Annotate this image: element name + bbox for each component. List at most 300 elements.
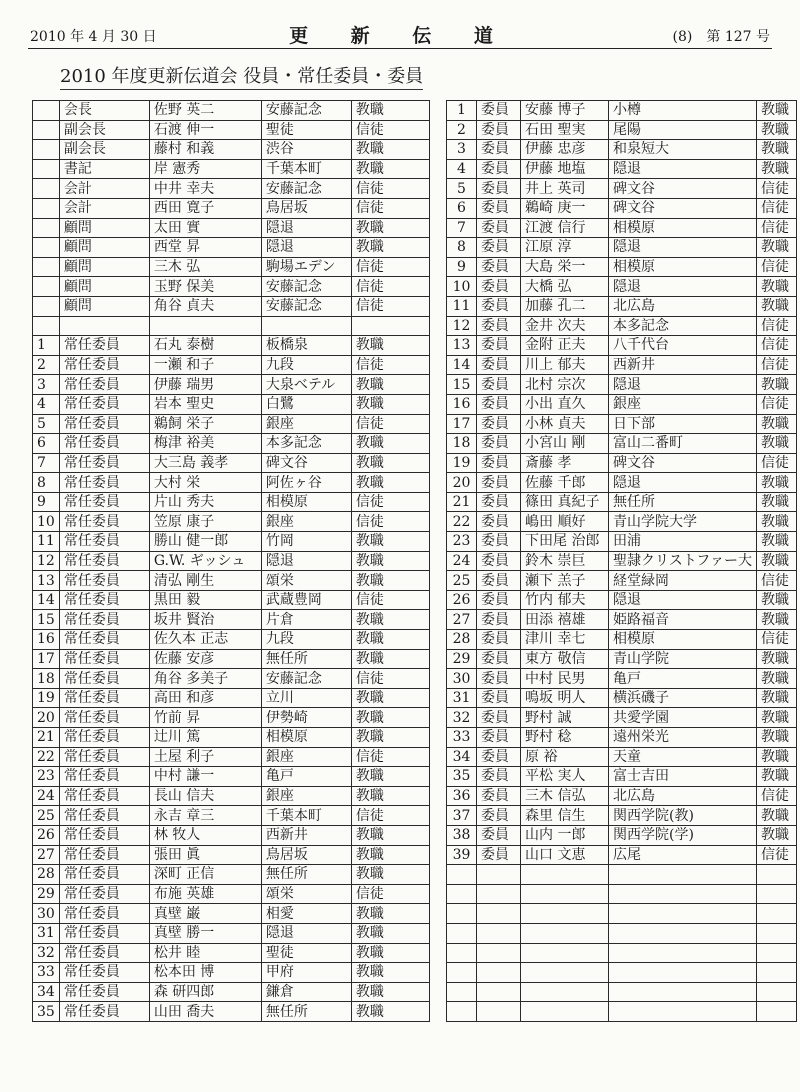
- role-cell: 顧問: [59, 257, 149, 277]
- row-number-cell: 13: [33, 571, 60, 591]
- row-number-cell: 17: [33, 649, 60, 669]
- role-cell: 委員: [477, 238, 521, 258]
- row-number-cell: 31: [33, 923, 60, 943]
- church-cell: 日下部: [609, 414, 757, 434]
- church-cell: [609, 963, 757, 983]
- church-cell: 相模原: [609, 257, 757, 277]
- member-name-cell: 張田 眞: [149, 845, 261, 865]
- row-number-cell: 27: [447, 610, 477, 630]
- church-cell: 西新井: [609, 355, 757, 375]
- church-cell: 碑文谷: [609, 453, 757, 473]
- row-number-cell: 28: [447, 630, 477, 650]
- church-cell: 安藤記念: [261, 296, 351, 316]
- row-number-cell: [33, 140, 60, 160]
- church-cell: 関西学院(教): [609, 806, 757, 826]
- role-cell: 委員: [477, 120, 521, 140]
- role-cell: 顧問: [59, 277, 149, 297]
- category-cell: 信徒: [757, 786, 797, 806]
- table-row: [33, 610, 430, 630]
- category-cell: 信徒: [351, 198, 429, 218]
- role-cell: 委員: [477, 708, 521, 728]
- member-name-cell: 東方 敬信: [521, 649, 609, 669]
- church-cell: 安藤記念: [261, 669, 351, 689]
- church-cell: 青山学院大学: [609, 512, 757, 532]
- church-cell: 広尾: [609, 845, 757, 865]
- table-row: [33, 532, 430, 552]
- church-cell: 銀座: [261, 786, 351, 806]
- church-cell: 隠退: [609, 238, 757, 258]
- church-cell: 九段: [261, 355, 351, 375]
- church-cell: 碑文谷: [609, 198, 757, 218]
- category-cell: 信徒: [351, 492, 429, 512]
- member-name-cell: 佐藤 千郎: [521, 473, 609, 493]
- role-cell: 委員: [477, 786, 521, 806]
- church-cell: 無任所: [261, 1002, 351, 1022]
- church-cell: 和泉短大: [609, 140, 757, 160]
- church-cell: 八千代台: [609, 336, 757, 356]
- table-row: [447, 963, 797, 983]
- category-cell: 教職: [757, 473, 797, 493]
- member-name-cell: 安藤 博子: [521, 101, 609, 121]
- role-cell: 委員: [477, 101, 521, 121]
- row-number-cell: 35: [33, 1002, 60, 1022]
- row-number-cell: 1: [447, 101, 477, 121]
- category-cell: [757, 943, 797, 963]
- category-cell: 教職: [757, 610, 797, 630]
- row-number-cell: [447, 943, 477, 963]
- member-name-cell: 山田 喬夫: [149, 1002, 261, 1022]
- table-row: [447, 453, 797, 473]
- member-name-cell: 西田 寛子: [149, 198, 261, 218]
- row-number-cell: 26: [447, 590, 477, 610]
- church-cell: 甲府: [261, 963, 351, 983]
- row-number-cell: 28: [33, 865, 60, 885]
- role-cell: 委員: [477, 394, 521, 414]
- table-row: [33, 277, 430, 297]
- table-row: [447, 414, 797, 434]
- table-row: [447, 473, 797, 493]
- category-cell: 教職: [351, 336, 429, 356]
- table-row: [33, 963, 430, 983]
- category-cell: 教職: [351, 571, 429, 591]
- row-number-cell: 2: [33, 355, 60, 375]
- member-name-cell: 佐野 英二: [149, 101, 261, 121]
- role-cell: [477, 904, 521, 924]
- table-row: [33, 982, 430, 1002]
- category-cell: 信徒: [351, 257, 429, 277]
- row-number-cell: 19: [33, 688, 60, 708]
- member-name-cell: 西堂 昇: [149, 238, 261, 258]
- role-cell: 委員: [477, 218, 521, 238]
- role-cell: 委員: [477, 669, 521, 689]
- church-cell: 白鷺: [261, 394, 351, 414]
- table-row: [33, 806, 430, 826]
- role-cell: 委員: [477, 434, 521, 454]
- row-number-cell: [33, 120, 60, 140]
- category-cell: 教職: [757, 767, 797, 787]
- table-row: [447, 159, 797, 179]
- church-cell: 銀座: [261, 747, 351, 767]
- page-title: 2010 年度更新伝道会 役員・常任委員・委員: [60, 62, 423, 90]
- member-name-cell: 片山 秀夫: [149, 492, 261, 512]
- row-number-cell: 5: [33, 414, 60, 434]
- role-cell: 常任委員: [59, 473, 149, 493]
- row-number-cell: 22: [447, 512, 477, 532]
- row-number-cell: [447, 865, 477, 885]
- table-row: [33, 571, 430, 591]
- church-cell: 碑文谷: [609, 179, 757, 199]
- row-number-cell: 29: [447, 649, 477, 669]
- role-cell: 副会長: [59, 120, 149, 140]
- category-cell: 教職: [757, 688, 797, 708]
- member-name-cell: 江渡 信行: [521, 218, 609, 238]
- member-name-cell: [521, 865, 609, 885]
- table-row: [447, 277, 797, 297]
- table-row: [447, 238, 797, 258]
- row-number-cell: 4: [33, 394, 60, 414]
- row-number-cell: 25: [33, 806, 60, 826]
- category-cell: 教職: [351, 904, 429, 924]
- category-cell: [757, 982, 797, 1002]
- role-cell: 委員: [477, 179, 521, 199]
- row-number-cell: 9: [33, 492, 60, 512]
- church-cell: 千葉本町: [261, 159, 351, 179]
- category-cell: 教職: [351, 982, 429, 1002]
- member-name-cell: 三木 信弘: [521, 786, 609, 806]
- row-number-cell: 32: [447, 708, 477, 728]
- category-cell: [351, 316, 429, 336]
- table-row: [447, 688, 797, 708]
- table-row: [33, 316, 430, 336]
- church-cell: 碑文谷: [261, 453, 351, 473]
- member-name-cell: 中村 謙一: [149, 767, 261, 787]
- table-row: [447, 845, 797, 865]
- role-cell: 常任委員: [59, 512, 149, 532]
- role-cell: 顧問: [59, 238, 149, 258]
- row-number-cell: 12: [33, 551, 60, 571]
- church-cell: 隠退: [609, 277, 757, 297]
- member-name-cell: 小林 貞夫: [521, 414, 609, 434]
- table-row: [447, 336, 797, 356]
- table-row: [33, 473, 430, 493]
- category-cell: 教職: [351, 963, 429, 983]
- category-cell: 教職: [757, 414, 797, 434]
- category-cell: 教職: [757, 825, 797, 845]
- table-row: [447, 532, 797, 552]
- church-cell: 片倉: [261, 610, 351, 630]
- church-cell: 相模原: [609, 218, 757, 238]
- table-row: [447, 512, 797, 532]
- category-cell: 教職: [351, 140, 429, 160]
- table-row: [447, 884, 797, 904]
- category-cell: 教職: [757, 101, 797, 121]
- role-cell: 常任委員: [59, 394, 149, 414]
- role-cell: 常任委員: [59, 943, 149, 963]
- member-name-cell: 真壁 勝一: [149, 923, 261, 943]
- category-cell: [757, 865, 797, 885]
- category-cell: [757, 1002, 797, 1022]
- member-name-cell: 大三島 義孝: [149, 453, 261, 473]
- row-number-cell: 30: [447, 669, 477, 689]
- member-name-cell: 坂井 賢治: [149, 610, 261, 630]
- table-row: [447, 296, 797, 316]
- category-cell: 教職: [351, 786, 429, 806]
- member-name-cell: 藤村 和義: [149, 140, 261, 160]
- church-cell: 銀座: [609, 394, 757, 414]
- role-cell: 委員: [477, 532, 521, 552]
- row-number-cell: 6: [447, 198, 477, 218]
- table-row: [33, 904, 430, 924]
- category-cell: 信徒: [351, 179, 429, 199]
- page-header: [28, 20, 772, 49]
- table-row: [33, 179, 430, 199]
- role-cell: 常任委員: [59, 590, 149, 610]
- category-cell: 教職: [757, 747, 797, 767]
- row-number-cell: 3: [447, 140, 477, 160]
- church-cell: 渋谷: [261, 140, 351, 160]
- category-cell: [757, 963, 797, 983]
- church-cell: 隠退: [609, 590, 757, 610]
- category-cell: 教職: [757, 590, 797, 610]
- table-row: [33, 414, 430, 434]
- church-cell: 聖徒: [261, 120, 351, 140]
- role-cell: 常任委員: [59, 904, 149, 924]
- row-number-cell: 24: [447, 551, 477, 571]
- row-number-cell: 34: [33, 982, 60, 1002]
- role-cell: 委員: [477, 336, 521, 356]
- row-number-cell: [447, 963, 477, 983]
- row-number-cell: 31: [447, 688, 477, 708]
- role-cell: 委員: [477, 845, 521, 865]
- category-cell: 教職: [351, 434, 429, 454]
- category-cell: 教職: [757, 649, 797, 669]
- row-number-cell: 7: [447, 218, 477, 238]
- church-cell: [261, 316, 351, 336]
- role-cell: 常任委員: [59, 767, 149, 787]
- table-row: [33, 238, 430, 258]
- role-cell: 常任委員: [59, 414, 149, 434]
- church-cell: 姫路福音: [609, 610, 757, 630]
- row-number-cell: 20: [33, 708, 60, 728]
- table-row: [33, 257, 430, 277]
- table-row: [447, 434, 797, 454]
- church-cell: 聖徒: [261, 943, 351, 963]
- member-name-cell: 江原 淳: [521, 238, 609, 258]
- role-cell: 常任委員: [59, 728, 149, 748]
- church-cell: 銀座: [261, 414, 351, 434]
- issue-date: 2010 年 4 月 30 日: [30, 29, 157, 45]
- table-row: [447, 316, 797, 336]
- row-number-cell: 37: [447, 806, 477, 826]
- table-row: [447, 708, 797, 728]
- member-name-cell: [149, 316, 261, 336]
- row-number-cell: [447, 884, 477, 904]
- table-row: [447, 492, 797, 512]
- table-row: [447, 982, 797, 1002]
- row-number-cell: 18: [447, 434, 477, 454]
- table-row: [33, 336, 430, 356]
- table-row: [33, 159, 430, 179]
- category-cell: 信徒: [757, 316, 797, 336]
- table-row: [447, 923, 797, 943]
- row-number-cell: 10: [33, 512, 60, 532]
- category-cell: 教職: [351, 610, 429, 630]
- committee-members-table: [446, 100, 797, 1022]
- church-cell: 北広島: [609, 296, 757, 316]
- category-cell: 教職: [757, 277, 797, 297]
- church-cell: 頌栄: [261, 884, 351, 904]
- row-number-cell: 7: [33, 453, 60, 473]
- role-cell: 委員: [477, 140, 521, 160]
- table-row: [33, 590, 430, 610]
- church-cell: 隠退: [261, 218, 351, 238]
- category-cell: 信徒: [351, 669, 429, 689]
- row-number-cell: [33, 101, 60, 121]
- role-cell: 常任委員: [59, 610, 149, 630]
- role-cell: 常任委員: [59, 963, 149, 983]
- table-row: [447, 101, 797, 121]
- church-cell: 亀戸: [261, 767, 351, 787]
- table-row: [33, 120, 430, 140]
- role-cell: 常任委員: [59, 669, 149, 689]
- role-cell: [477, 943, 521, 963]
- role-cell: 常任委員: [59, 708, 149, 728]
- church-cell: 阿佐ヶ谷: [261, 473, 351, 493]
- church-cell: 本多記念: [261, 434, 351, 454]
- category-cell: [757, 884, 797, 904]
- member-name-cell: 鵜飼 栄子: [149, 414, 261, 434]
- role-cell: 常任委員: [59, 806, 149, 826]
- row-number-cell: 10: [447, 277, 477, 297]
- row-number-cell: 2: [447, 120, 477, 140]
- church-cell: 千葉本町: [261, 806, 351, 826]
- row-number-cell: 30: [33, 904, 60, 924]
- table-row: [33, 825, 430, 845]
- member-name-cell: 岸 憲秀: [149, 159, 261, 179]
- table-row: [33, 767, 430, 787]
- category-cell: 信徒: [757, 179, 797, 199]
- category-cell: 教職: [351, 394, 429, 414]
- category-cell: 教職: [351, 532, 429, 552]
- table-row: [447, 825, 797, 845]
- row-number-cell: 36: [447, 786, 477, 806]
- member-name-cell: 森 研四郎: [149, 982, 261, 1002]
- member-name-cell: 松本田 博: [149, 963, 261, 983]
- role-cell: 委員: [477, 375, 521, 395]
- church-cell: 安藤記念: [261, 101, 351, 121]
- table-row: [33, 551, 430, 571]
- church-cell: 隠退: [609, 375, 757, 395]
- member-name-cell: 深町 正信: [149, 865, 261, 885]
- row-number-cell: 17: [447, 414, 477, 434]
- category-cell: 信徒: [351, 296, 429, 316]
- category-cell: 教職: [351, 865, 429, 885]
- role-cell: 委員: [477, 747, 521, 767]
- member-name-cell: [521, 963, 609, 983]
- row-number-cell: 11: [33, 532, 60, 552]
- table-row: [447, 904, 797, 924]
- row-number-cell: 15: [33, 610, 60, 630]
- church-cell: [609, 923, 757, 943]
- role-cell: 委員: [477, 767, 521, 787]
- member-name-cell: 岩本 聖史: [149, 394, 261, 414]
- row-number-cell: [33, 277, 60, 297]
- church-cell: 経堂緑岡: [609, 571, 757, 591]
- role-cell: 委員: [477, 590, 521, 610]
- row-number-cell: 33: [447, 728, 477, 748]
- category-cell: 教職: [757, 806, 797, 826]
- role-cell: 会長: [59, 101, 149, 121]
- row-number-cell: 14: [447, 355, 477, 375]
- role-cell: 常任委員: [59, 786, 149, 806]
- member-name-cell: 平松 実人: [521, 767, 609, 787]
- row-number-cell: [33, 296, 60, 316]
- church-cell: 本多記念: [609, 316, 757, 336]
- role-cell: 委員: [477, 453, 521, 473]
- church-cell: [609, 1002, 757, 1022]
- role-cell: [477, 1002, 521, 1022]
- church-cell: 九段: [261, 630, 351, 650]
- church-cell: 無任所: [261, 865, 351, 885]
- member-name-cell: 原 裕: [521, 747, 609, 767]
- member-name-cell: 玉野 保美: [149, 277, 261, 297]
- church-cell: 頌栄: [261, 571, 351, 591]
- table-row: [447, 120, 797, 140]
- member-name-cell: [521, 884, 609, 904]
- table-row: [447, 786, 797, 806]
- church-cell: 駒場エデン: [261, 257, 351, 277]
- row-number-cell: [447, 923, 477, 943]
- member-name-cell: 高田 和彦: [149, 688, 261, 708]
- table-row: [447, 179, 797, 199]
- row-number-cell: 15: [447, 375, 477, 395]
- category-cell: 教職: [351, 728, 429, 748]
- role-cell: 委員: [477, 825, 521, 845]
- member-name-cell: 一瀬 和子: [149, 355, 261, 375]
- member-name-cell: 嶋田 順好: [521, 512, 609, 532]
- role-cell: 常任委員: [59, 434, 149, 454]
- table-row: [33, 355, 430, 375]
- table-row: [33, 1002, 430, 1022]
- row-number-cell: 24: [33, 786, 60, 806]
- row-number-cell: 29: [33, 884, 60, 904]
- role-cell: 常任委員: [59, 1002, 149, 1022]
- church-cell: 西新井: [261, 825, 351, 845]
- member-name-cell: 辻川 篤: [149, 728, 261, 748]
- table-row: [447, 669, 797, 689]
- role-cell: 常任委員: [59, 453, 149, 473]
- role-cell: 常任委員: [59, 982, 149, 1002]
- table-row: [33, 140, 430, 160]
- table-row: [447, 1002, 797, 1022]
- church-cell: 安藤記念: [261, 277, 351, 297]
- church-cell: 富山二番町: [609, 434, 757, 454]
- member-name-cell: 角谷 貞夫: [149, 296, 261, 316]
- member-name-cell: 笠原 康子: [149, 512, 261, 532]
- category-cell: 教職: [351, 1002, 429, 1022]
- role-cell: 常任委員: [59, 571, 149, 591]
- category-cell: 教職: [757, 669, 797, 689]
- role-cell: 委員: [477, 610, 521, 630]
- church-cell: 北広島: [609, 786, 757, 806]
- role-cell: 会計: [59, 198, 149, 218]
- category-cell: 教職: [757, 708, 797, 728]
- role-cell: 委員: [477, 277, 521, 297]
- role-cell: [477, 884, 521, 904]
- member-name-cell: 永吉 章三: [149, 806, 261, 826]
- row-number-cell: 35: [447, 767, 477, 787]
- row-number-cell: 27: [33, 845, 60, 865]
